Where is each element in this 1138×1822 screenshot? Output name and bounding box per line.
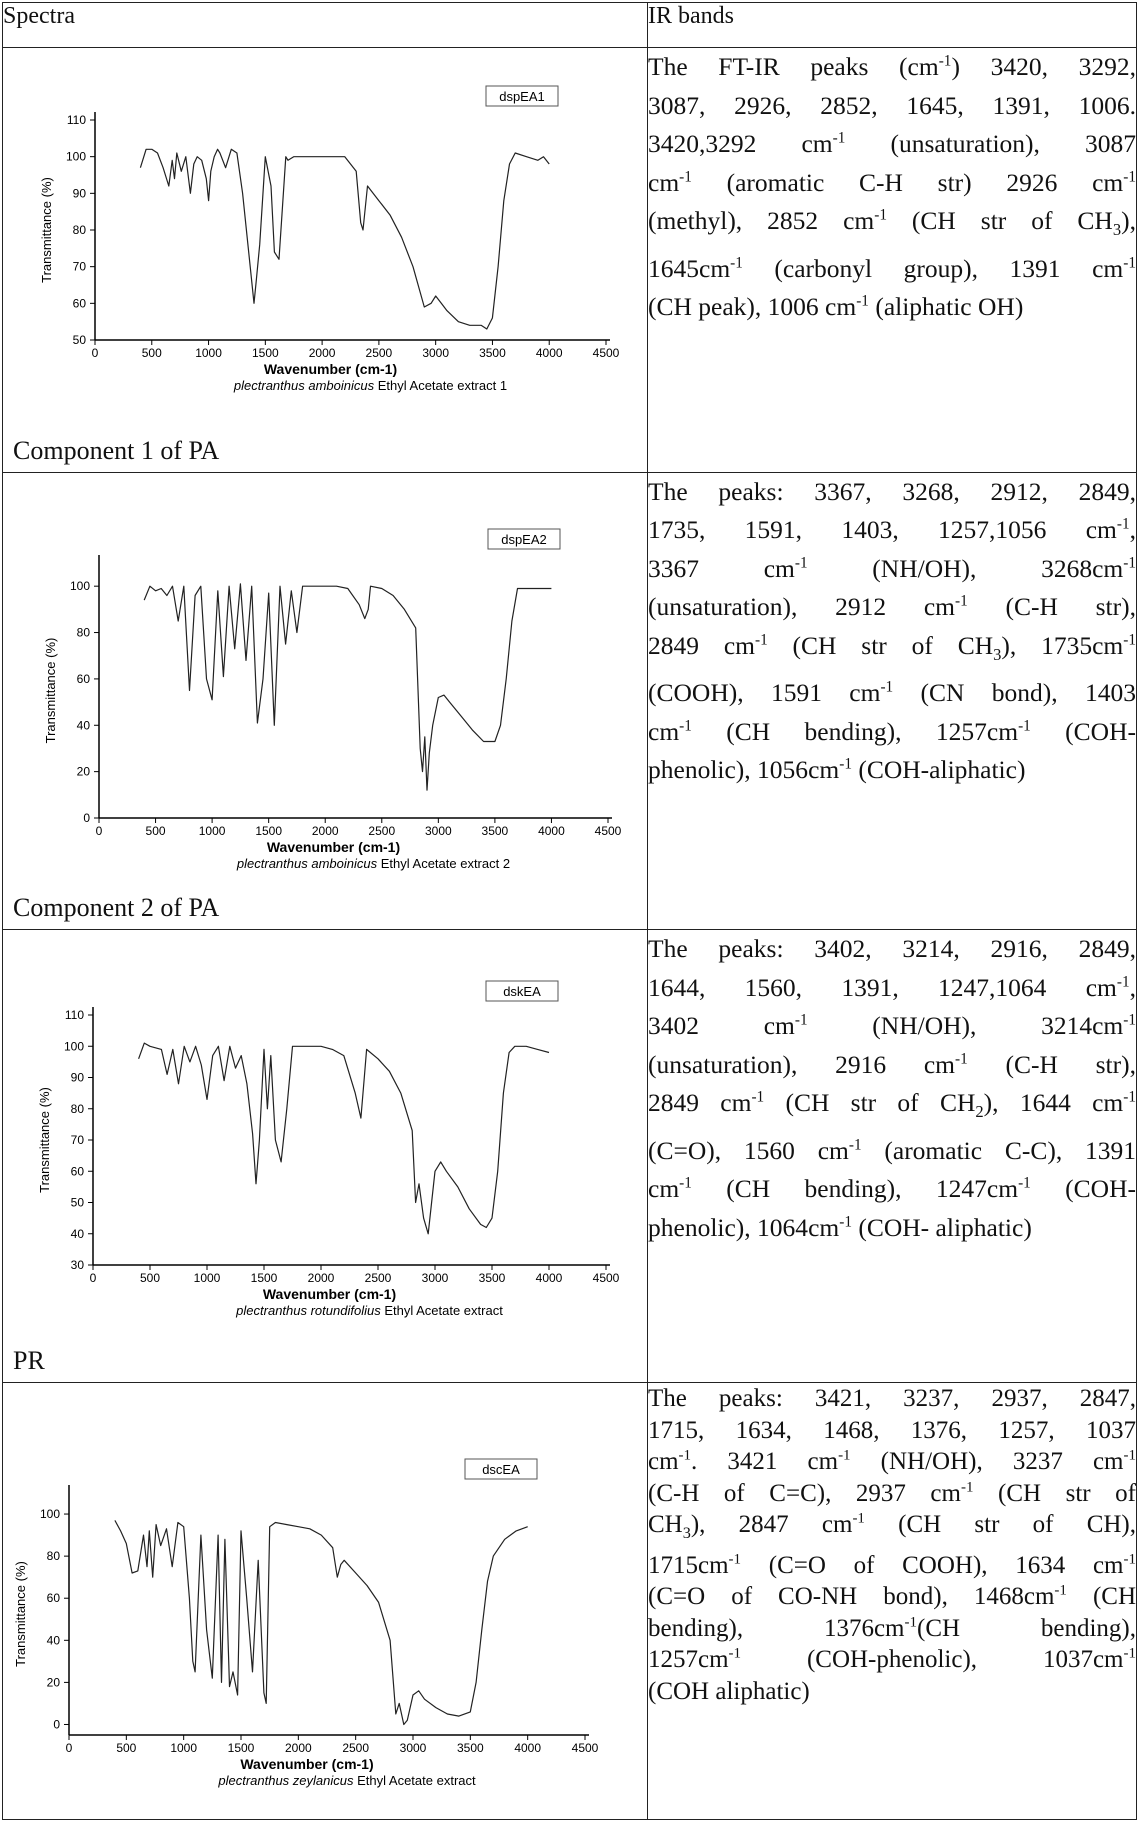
ir-band-line: 1644, 1560, 1391, 1247,1064 $cm^{-1}$, [648,972,1136,1002]
x-tick-label: 1000 [195,346,222,361]
x-tick-label: 1500 [251,346,279,361]
ir-band-line: $cm^{-1}$ (aromatic C-H str) 2926 $cm^{-1}$ [648,167,1136,197]
ir-band-line: $1645cm^{-1}$ (carbonyl group), 1391 $cm^{-1}$ [648,253,1136,283]
y-tick-label: 100 [69,578,90,593]
x-tick-label: 2000 [307,1271,335,1285]
ir-band-line: 3420,3292 $cm^{-1}$ (unsaturation), 3087 [648,129,1137,159]
x-tick-label: 4500 [571,1741,599,1756]
x-tick-label: 2500 [342,1741,370,1756]
y-tick-label: 90 [70,1070,84,1085]
x-tick-label: 500 [145,823,166,838]
x-tick-label: 0 [65,1741,73,1756]
chart-caption [233,378,507,393]
ir-band-line: (C=O), 1560 $cm^{-1}$ (aromatic C-C), 1391 [648,1135,1136,1165]
y-tick-label: 70 [70,1133,84,1147]
x-tick-label: 2500 [364,1271,392,1285]
ir-band-line: (C=O of CO-NH bond), $1468cm^{-1}$ (CH [648,1583,1136,1611]
ir-band-line: (unsaturation), 2912 $cm^{-1}$ (C-H str), [648,592,1136,621]
ir-band-line: 3402 $cm^{-1}$ (NH/OH), $3214cm^{-1}$ [648,1011,1137,1040]
ir-band-line: The FT-IR peaks $(cm^{-1})$ 3420, 3292, [648,52,1136,82]
ir-band-line: (unsaturation), 2916 $cm^{-1}$ (C-H str), [648,1049,1136,1079]
x-tick-label: 3500 [456,1741,484,1756]
chart-caption [235,1303,503,1318]
chart-caption-species: plectranthus amboinicus [236,855,378,871]
y-tick-label: 20 [76,764,90,779]
y-tick-label: 80 [70,1101,84,1116]
x-tick-label: 500 [141,346,162,361]
x-tick-label: 2000 [284,1741,312,1756]
x-tick-label: 4500 [592,346,620,361]
x-tick-label: 2500 [368,823,396,838]
ir-band-line: bending), $1376cm^{-1}(CH$ bending), [648,1614,1136,1642]
x-axis-label: Wavenumber (cm-1) [262,1286,397,1302]
spectrum-cell-1 [3,48,648,472]
x-tick-label: 1500 [227,1741,255,1756]
x-tick-label: 4000 [538,823,565,838]
ir-band-line: (CH peak), 1006 $cm^{-1}$ (aliphatic OH) [648,292,1024,322]
x-tick-label: 2000 [308,346,336,361]
ir-bands-text-4 [648,1383,1137,1820]
spectrum-line [139,1043,549,1234]
spectrum-chart-3 [3,930,648,1340]
y-axis-label: Transmittance (%) [13,1561,28,1668]
y-tick-label: 60 [76,671,90,686]
ir-band-line: $cm^{-1}$. 3421 $cm^{-1}$ (NH/OH), 3237 $cm^{-1}$ [648,1448,1136,1476]
ir-band-line: (C-H of C=C), 2937 $cm^{-1}$ (CH str of [648,1479,1136,1507]
x-tick-label: 1500 [250,1271,278,1285]
x-tick-label: 1500 [255,823,283,838]
ir-bands-text-2 [648,472,1137,930]
x-tick-label: 2500 [365,346,393,361]
spectrum-cell-3 [3,930,648,1383]
spectrum-cell-2 [3,472,648,930]
x-axis-label: Wavenumber (cm-1) [266,838,401,855]
y-tick-label: 80 [72,223,86,238]
x-tick-label: 4000 [514,1741,542,1756]
ir-band-line: 2849 $cm^{-1}$ (CH str of $CH_3$), $1735cm^{-1}$ [648,630,1136,664]
y-tick-label: 110 [66,113,86,128]
ir-band-line: 2849 $cm^{-1}$ (CH str of $CH_2$), 1644 $cm^{-1}$ [648,1088,1136,1122]
y-tick-label: 100 [39,1507,60,1522]
spectrum-chart-1 [3,48,648,420]
y-tick-label: 40 [76,717,90,732]
ir-band-line: (COOH), 1591 $cm^{-1}$ (CN bond), 1403 [648,678,1136,708]
header-ir-bands: IR bands [648,3,1137,48]
y-tick-label: 60 [46,1591,60,1606]
ir-band-line: 1715, 1634, 1468, 1376, 1257, 1037 [648,1416,1136,1444]
ir-band-line: phenolic), $1064cm^{-1}$ (COH- aliphatic) [648,1212,1032,1242]
x-tick-label: 0 [89,1271,97,1285]
ir-band-line: $1257cm^{-1}$ (COH-phenolic), $1037cm^{-1}$ [648,1646,1136,1674]
x-tick-label: 1000 [170,1741,198,1756]
legend-label: dspEA2 [501,531,547,547]
spectrum-line [144,583,551,789]
y-tick-label: 100 [65,149,86,164]
y-tick-label: 100 [63,1039,84,1054]
y-axis-label: Transmittance (%) [37,1087,52,1193]
chart-caption-rest: Ethyl Acetate extract [353,1773,476,1789]
x-tick-label: 1000 [193,1271,221,1285]
legend-label: dspEA1 [499,89,545,105]
x-axis-label: Wavenumber (cm-1) [263,361,398,378]
component-caption-3: PR [13,1346,45,1376]
y-tick-label: 80 [46,1549,60,1564]
y-tick-label: 70 [72,259,86,274]
chart-caption [217,1773,476,1788]
x-tick-label: 3000 [424,823,452,838]
x-tick-label: 3000 [421,1271,449,1285]
x-axis-label: Wavenumber (cm-1) [240,1756,374,1773]
x-tick-label: 3500 [478,1271,506,1285]
x-tick-label: 4500 [592,1271,620,1285]
x-tick-label: 500 [116,1741,137,1756]
spectrum-cell-4 [3,1383,648,1820]
header-spectra: Spectra [3,3,648,48]
x-tick-label: 1000 [198,823,226,838]
y-tick-label: 0 [83,810,90,825]
x-tick-label: 3500 [479,346,506,361]
x-tick-label: 500 [139,1271,161,1285]
ir-band-line: $cm^{-1}$ (CH bending), $1247cm^{-1}$ (COH- [648,1174,1137,1204]
y-tick-label: 30 [70,1258,84,1272]
ir-band-line: (methyl), 2852 $cm^{-1}$ (CH str of $CH_3$), [648,206,1136,240]
x-tick-label: 3500 [481,823,509,838]
ir-band-line: 3367 $cm^{-1}$ (NH/OH), $3268cm^{-1}$ [648,553,1137,583]
x-tick-label: 0 [95,823,103,838]
ir-band-line: The peaks: 3421, 3237, 2937, 2847, [648,1385,1136,1413]
ir-band-line: $cm^{-1}$ (CH bending), $1257cm^{-1}$ (COH- [648,716,1137,746]
chart-caption-rest: Ethyl Acetate extract 1 [374,378,508,394]
x-tick-label: 4500 [594,823,622,838]
chart-caption-species: plectranthus rotundifolius [236,1303,381,1318]
y-tick-label: 110 [64,1008,84,1022]
legend-label: dskEA [503,984,541,999]
ir-band-line: phenolic), $1056cm^{-1}$ (COH-aliphatic) [648,755,1026,785]
component-caption-2: Component 2 of PA [13,893,220,922]
x-tick-label: 0 [91,346,99,361]
y-tick-label: 90 [72,186,86,201]
chart-caption-species: plectranthus amboinicus [233,378,375,394]
y-axis-label: Transmittance (%) [43,637,58,743]
y-tick-label: 40 [70,1226,84,1241]
chart-caption-rest: Ethyl Acetate extract 2 [377,855,511,871]
ir-band-line: The peaks: 3367, 3268, 2912, 2849, [648,476,1136,506]
ir-band-line: The peaks: 3402, 3214, 2916, 2849, [648,934,1136,963]
y-tick-label: 50 [72,333,86,348]
x-tick-label: 4000 [535,346,563,361]
x-tick-label: 4000 [535,1271,563,1285]
x-tick-label: 3000 [422,346,450,361]
spectrum-line [115,1521,528,1725]
y-tick-label: 40 [46,1633,60,1648]
y-tick-label: 50 [70,1195,84,1210]
x-tick-label: 3000 [399,1741,427,1756]
ir-band-line: $1715cm^{-1}$ (C=O of COOH), 1634 $cm^{-1}$ [648,1551,1136,1579]
legend-label: dscEA [482,1462,520,1478]
ir-band-line: 1735, 1591, 1403, 1257,1056 $cm^{-1}$, [648,515,1136,544]
ir-spectra-table [2,2,1137,1820]
y-tick-label: 80 [76,625,90,640]
y-tick-label: 0 [53,1717,60,1732]
spectrum-chart-4 [3,1383,648,1813]
component-caption-1: Component 1 of PA [13,435,220,465]
y-axis-label: Transmittance (%) [39,177,54,283]
ir-band-line: 3087, 2926, 2852, 1645, 1391, 1006. [648,90,1136,120]
chart-caption-species: plectranthus zeylanicus [218,1773,354,1789]
chart-caption-rest: Ethyl Acetate extract [380,1303,503,1318]
ir-bands-text-1 [648,48,1137,472]
spectrum-chart-2 [3,473,648,885]
spectrum-line [140,149,549,329]
y-tick-label: 60 [72,296,86,311]
ir-bands-text-3 [648,930,1137,1383]
y-tick-label: 60 [70,1164,84,1179]
ir-band-line: (COH aliphatic) [648,1677,810,1705]
y-tick-label: 20 [46,1675,60,1690]
x-tick-label: 2000 [311,823,339,838]
ir-band-line: $CH_3$), 2847 $cm^{-1}$ (CH str of CH), [648,1511,1137,1543]
chart-caption [236,856,510,871]
